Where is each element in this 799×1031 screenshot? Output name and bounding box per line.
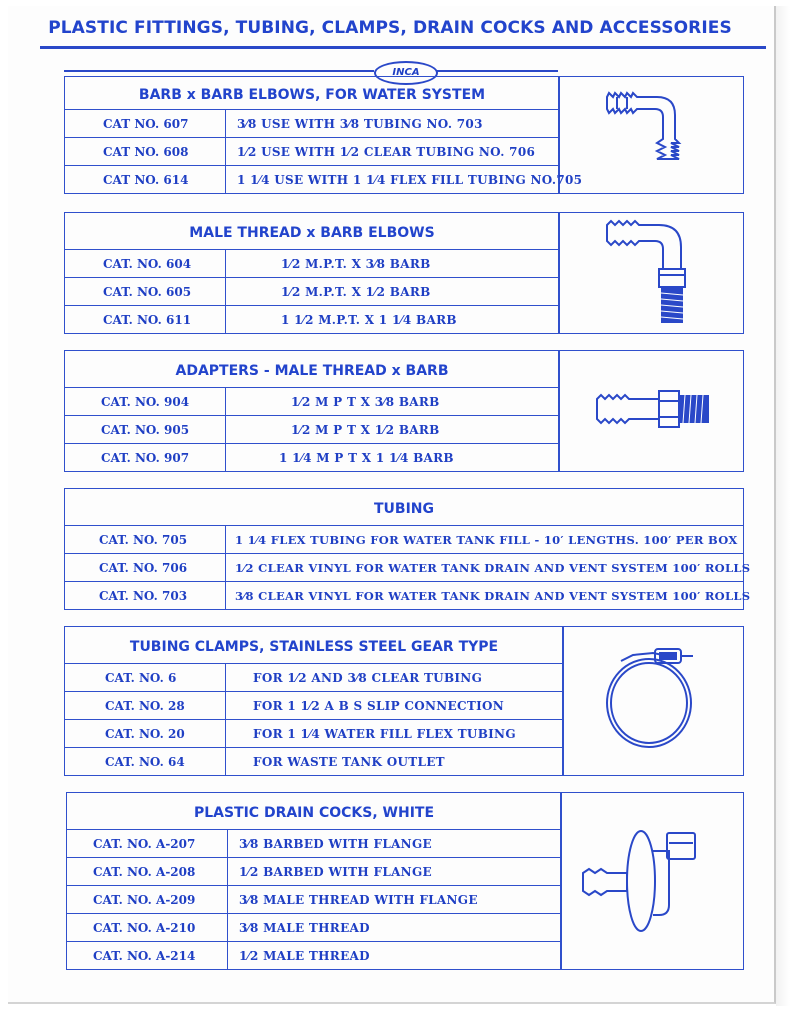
cat-number: CAT. NO. 611 (103, 312, 192, 327)
page-edge (776, 6, 790, 1006)
table-row (65, 388, 559, 416)
cat-number: CAT. NO. 605 (103, 284, 192, 299)
page-title: PLASTIC FITTINGS, TUBING, CLAMPS, DRAIN COCKS AND ACCESSORIES (48, 18, 732, 38)
cat-number: CAT. NO. A-208 (93, 864, 196, 879)
table-row (65, 110, 559, 138)
item-description: 3⁄8 CLEAR VINYL FOR WATER TANK DRAIN AND VENT SYSTEM 100′ ROLLS (235, 588, 751, 603)
threaded-elbow-icon (558, 212, 744, 334)
item-description: 3⁄8 MALE THREAD WITH FLANGE (239, 892, 478, 907)
cat-number: CAT. NO. 904 (101, 394, 190, 409)
item-description: 1⁄2 CLEAR VINYL FOR WATER TANK DRAIN AND VENT SYSTEM 100′ ROLLS (235, 560, 751, 575)
cat-number: CAT. NO. A-209 (93, 892, 196, 907)
section-title: TUBING CLAMPS, STAINLESS STEEL GEAR TYPE (65, 627, 563, 664)
section-title: ADAPTERS - MALE THREAD x BARB (65, 351, 559, 388)
cat-number: CAT. NO. 706 (99, 560, 188, 575)
table-row (65, 306, 559, 333)
table-row (65, 166, 583, 193)
cat-number: CAT. NO. 64 (105, 754, 185, 769)
item-description: FOR 1⁄2 AND 3⁄8 CLEAR TUBING (253, 670, 483, 685)
item-description: 1 1⁄4 USE WITH 1 1⁄4 FLEX FILL TUBING NO.705 (237, 172, 583, 187)
title-underline (40, 46, 766, 49)
item-description: 1⁄2 M.P.T. X 1⁄2 BARB (281, 284, 431, 299)
cat-number: CAT. NO. 703 (99, 588, 188, 603)
table-row (65, 250, 559, 278)
table-row (67, 914, 561, 942)
section-title: TUBING (65, 489, 743, 526)
cat-number: CAT. NO. 28 (105, 698, 185, 713)
cat-number: CAT. NO. A-207 (93, 836, 196, 851)
item-description: FOR WASTE TANK OUTLET (253, 754, 445, 769)
table-row (65, 720, 563, 748)
cat-number: CAT. NO. 6 (105, 670, 177, 685)
logo-rule-left (64, 70, 374, 72)
cat-number: CAT. NO. 604 (103, 256, 192, 271)
hose-clamp-icon (562, 626, 744, 776)
table-row (65, 748, 563, 775)
item-description: FOR 1 1⁄4 WATER FILL FLEX TUBING (253, 726, 516, 741)
cat-number: CAT. NO. 705 (99, 532, 188, 547)
section-tubing (64, 488, 751, 610)
table-row (65, 444, 559, 471)
table-row (65, 582, 751, 609)
item-description: 1⁄2 USE WITH 1⁄2 CLEAR TUBING NO. 706 (237, 144, 536, 159)
item-description: 1 1⁄4 M P T X 1 1⁄4 BARB (279, 450, 454, 465)
cat-number: CAT. NO. A-210 (93, 920, 196, 935)
table-row (65, 416, 559, 444)
table-row (65, 138, 559, 166)
cat-number: CAT. NO. 905 (101, 422, 190, 437)
item-description: 3⁄8 BARBED WITH FLANGE (239, 836, 432, 851)
section-barb-elbows (64, 76, 583, 194)
item-description: 1⁄2 M P T X 1⁄2 BARB (291, 422, 440, 437)
table-row (65, 526, 743, 554)
section-title: PLASTIC DRAIN COCKS, WHITE (67, 793, 561, 830)
table-row (65, 692, 563, 720)
section-title: MALE THREAD x BARB ELBOWS (65, 213, 559, 250)
adapter-icon (558, 350, 744, 472)
drain-cock-icon (560, 792, 744, 970)
item-description: 1 1⁄2 M.P.T. X 1 1⁄4 BARB (281, 312, 457, 327)
item-description: 1 1⁄4 FLEX TUBING FOR WATER TANK FILL - 10′ LENGTHS. 100′ PER BOX (235, 532, 738, 547)
cat-number: CAT NO. 614 (103, 172, 189, 187)
section-adapters (64, 350, 560, 472)
table-row (67, 886, 561, 914)
barb-elbow-icon (558, 76, 744, 194)
item-description: 3⁄8 USE WITH 3⁄8 TUBING NO. 703 (237, 116, 483, 131)
item-description: 1⁄2 BARBED WITH FLANGE (239, 864, 432, 879)
item-description: 1⁄2 MALE THREAD (239, 948, 370, 963)
section-tubing-clamps (64, 626, 564, 776)
cat-number: CAT NO. 608 (103, 144, 189, 159)
inca-logo: INCA (374, 61, 438, 85)
item-description: 3⁄8 MALE THREAD (239, 920, 370, 935)
section-drain-cocks (66, 792, 562, 970)
cat-number: CAT NO. 607 (103, 116, 189, 131)
item-description: 1⁄2 M.P.T. X 3⁄8 BARB (281, 256, 431, 271)
item-description: FOR 1 1⁄2 A B S SLIP CONNECTION (253, 698, 505, 713)
logo-rule-right (434, 70, 558, 72)
section-male-thread-elbows (64, 212, 560, 334)
cat-number: CAT. NO. 907 (101, 450, 190, 465)
table-row (65, 278, 559, 306)
cat-number: CAT. NO. 20 (105, 726, 185, 741)
table-row (67, 942, 561, 969)
cat-number: CAT. NO. A-214 (93, 948, 196, 963)
table-row (65, 554, 751, 582)
table-row (67, 858, 561, 886)
table-row (67, 830, 561, 858)
item-description: 1⁄2 M P T X 3⁄8 BARB (291, 394, 440, 409)
table-row (65, 664, 563, 692)
section-title: BARB x BARB ELBOWS, FOR WATER SYSTEM (65, 77, 559, 110)
